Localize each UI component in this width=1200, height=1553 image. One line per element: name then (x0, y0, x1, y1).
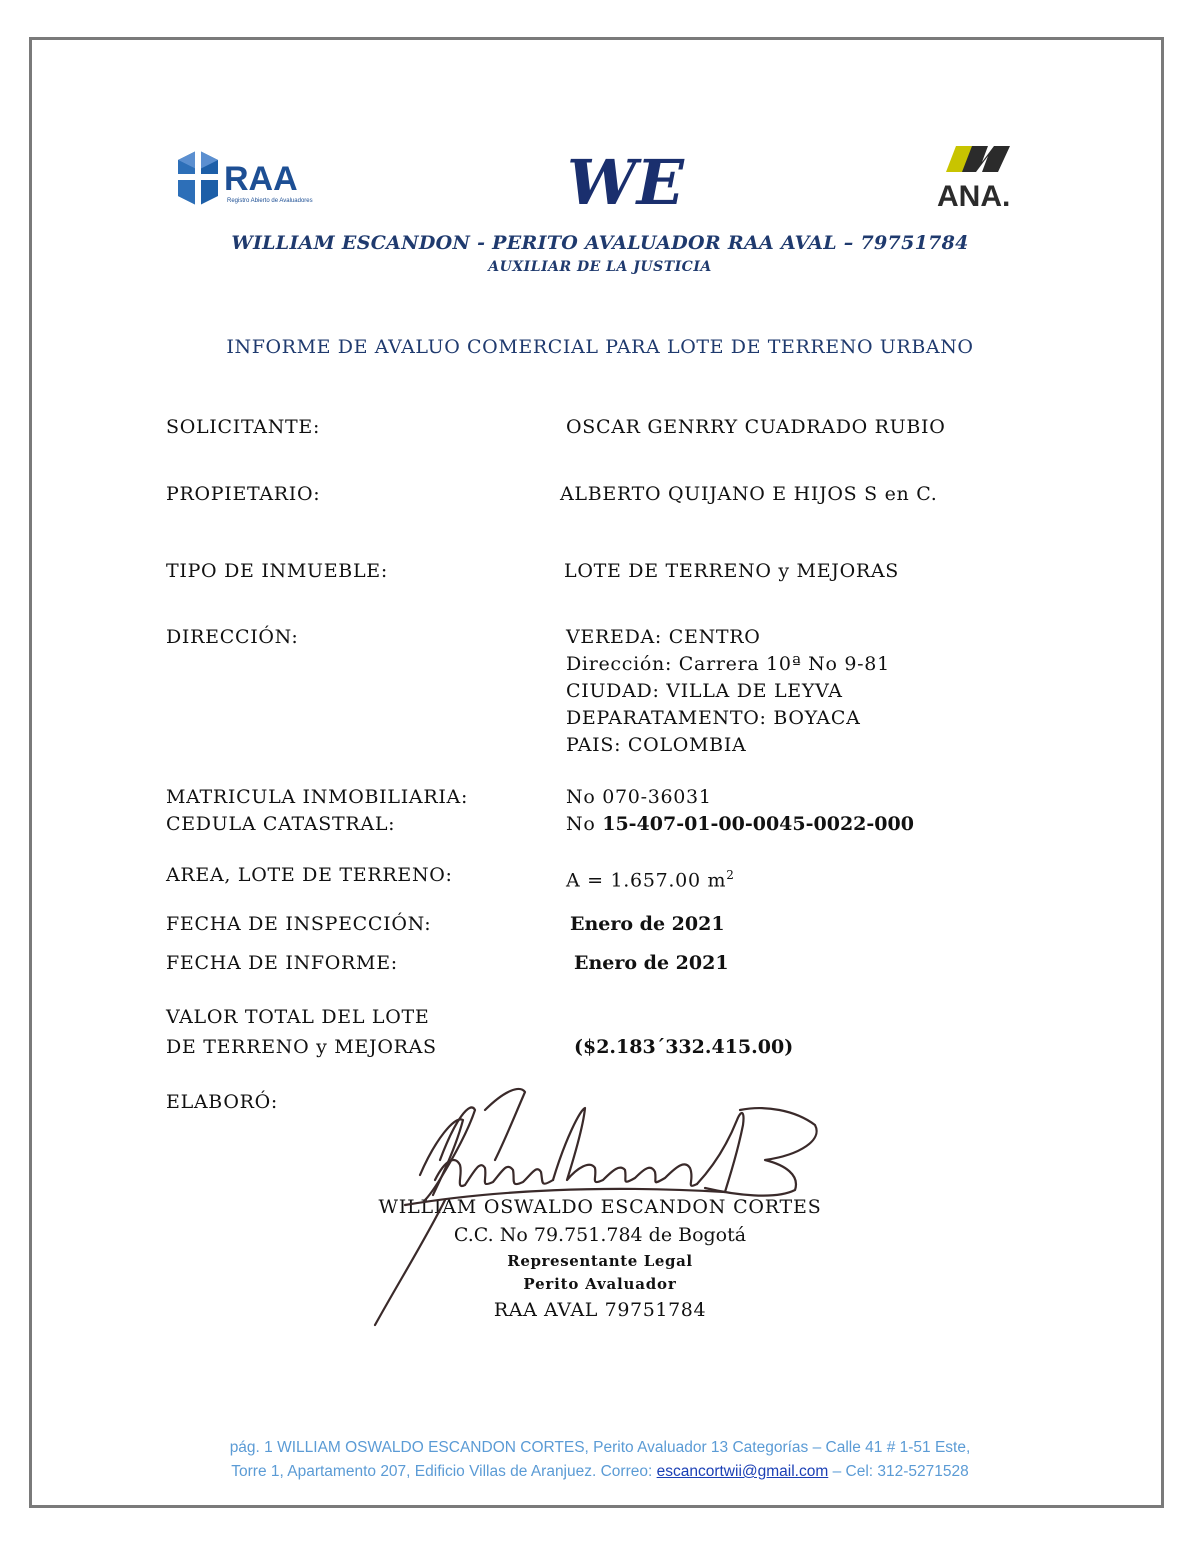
propietario-label: PROPIETARIO: (166, 483, 321, 505)
elaboro-label: ELABORÓ: (166, 1091, 278, 1113)
matricula-label: MATRICULA INMOBILIARIA: (166, 786, 469, 808)
solicitante-value: OSCAR GENRRY CUADRADO RUBIO (566, 416, 946, 438)
fecha-informe-value: Enero de 2021 (574, 952, 729, 974)
report-title: INFORME DE AVALUO COMERCIAL PARA LOTE DE TERRENO URBANO (226, 336, 974, 358)
area-value: A = 1.657.00 m (566, 869, 727, 892)
cedula-value: 15-407-01-00-0045-0022-000 (602, 813, 914, 835)
propietario-value: ALBERTO QUIJANO E HIJOS S en C. (560, 483, 938, 505)
footer-address: Torre 1, Apartamento 207, Edificio Villas de Aranjuez. Correo: (231, 1463, 657, 1480)
signatory-role-legal: Representante Legal (507, 1252, 693, 1270)
direccion-label: DIRECCIÓN: (166, 626, 299, 648)
fecha-inspeccion-value: Enero de 2021 (570, 913, 725, 935)
handwritten-signature (345, 1080, 825, 1335)
direccion-departamento: DEPARATAMENTO: BOYACA (566, 707, 861, 729)
fecha-informe-label: FECHA DE INFORME: (166, 952, 398, 974)
ana-logo (932, 138, 1032, 212)
direccion-address: Dirección: Carrera 10ª No 9-81 (566, 653, 890, 675)
fecha-inspeccion-label: FECHA DE INSPECCIÓN: (166, 913, 432, 935)
cedula-prefix: No (566, 813, 603, 835)
we-logo (565, 148, 705, 218)
matricula-value: No 070-36031 (566, 786, 712, 808)
cedula-value-line (566, 811, 914, 838)
tipo-inmueble-value: LOTE DE TERRENO y MEJORAS (564, 560, 900, 582)
direccion-vereda: VEREDA: CENTRO (566, 626, 761, 648)
direccion-pais: PAIS: COLOMBIA (566, 734, 747, 756)
valor-label-1: VALOR TOTAL DEL LOTE (166, 1006, 430, 1028)
svg-text:RAA: RAA (224, 160, 298, 198)
direccion-ciudad: CIUDAD: VILLA DE LEYVA (566, 680, 843, 702)
area-label: AREA, LOTE DE TERRENO: (166, 864, 453, 886)
signatory-id: C.C. No 79.751.784 de Bogotá (453, 1224, 747, 1246)
footer-line-2 (0, 1463, 1200, 1481)
header-subtitle: AUXILIAR DE LA JUSTICIA (488, 259, 712, 275)
footer-line-1: pág. 1 WILLIAM OSWALDO ESCANDON CORTES, Perito Avaluador 13 Categorías – Calle 41 # 1-51 Este, (229, 1439, 971, 1456)
footer-phone: – Cel: 312-5271528 (828, 1463, 969, 1480)
valor-value: ($2.183´332.415.00) (574, 1036, 794, 1058)
raa-logo (172, 148, 322, 208)
area-value-line (566, 862, 735, 894)
valor-label-2: DE TERRENO y MEJORAS (166, 1036, 437, 1058)
signatory-name: WILLIAM OSWALDO ESCANDON CORTES (378, 1196, 822, 1218)
svg-text:Registro Abierto de Avaluadore: Registro Abierto de Avaluadores (227, 198, 313, 204)
signatory-raa: RAA AVAL 79751784 (493, 1299, 707, 1321)
area-exponent: 2 (726, 868, 735, 882)
svg-text:ANA.: ANA. (937, 180, 1011, 212)
header-title: WILLIAM ESCANDON - PERITO AVALUADOR RAA AVAL – 79751784 (231, 232, 969, 254)
solicitante-label: SOLICITANTE: (166, 416, 321, 438)
tipo-inmueble-label: TIPO DE INMUEBLE: (166, 560, 388, 582)
cedula-label: CEDULA CATASTRAL: (166, 813, 396, 835)
footer-email-link[interactable]: escancortwii@gmail.com (656, 1463, 829, 1480)
signatory-role-perito: Perito Avaluador (523, 1275, 677, 1293)
svg-text:WE: WE (567, 148, 684, 218)
